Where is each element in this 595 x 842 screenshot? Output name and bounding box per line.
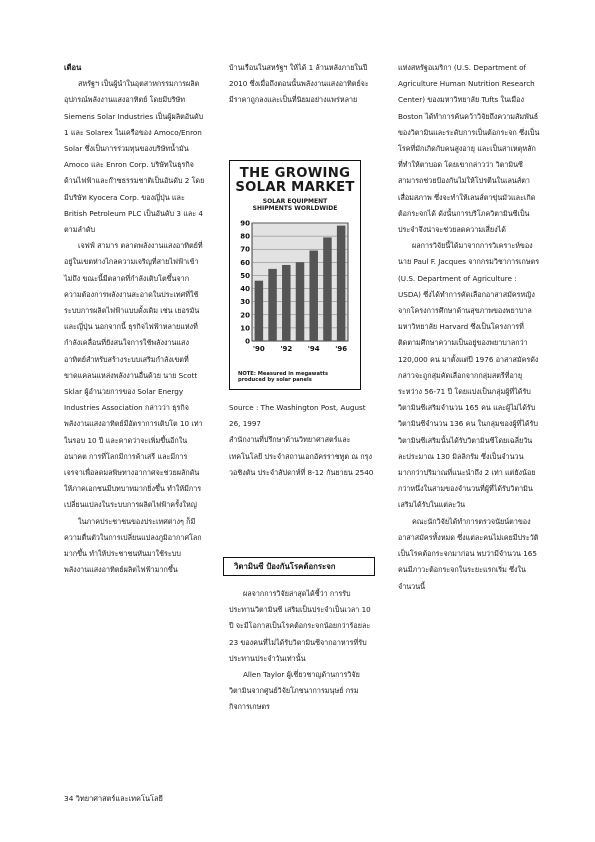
y-tick-label: 30 <box>240 298 250 307</box>
y-tick-label: 80 <box>240 232 250 241</box>
paragraph: บ้านเรือนในสหรัฐฯ ให้ได้ 1 ล้านหลังภายในปี 2010 ซึ่งเมื่อถึงตอนนั้นพลังงานแสงอาทิตย์จะมีราคาถูกลงและเป็นที่นิยมอย่างแพร่หลาย <box>229 63 369 105</box>
y-tick-label: 0 <box>245 337 250 346</box>
page-footer: 34 วิทยาศาสตร์และเทคโนโลยี <box>64 794 163 803</box>
chart-bar <box>296 262 305 341</box>
chart-subtitle-line2: SHIPMENTS WORLDWIDE <box>252 205 338 212</box>
chart-title-line1: THE GROWING <box>239 166 351 181</box>
column-middle-bottom <box>229 586 371 716</box>
x-tick-label: '90 <box>252 345 265 353</box>
chart-bar <box>323 237 332 341</box>
chart-bar <box>268 269 277 341</box>
paragraph: เจฟฟ์ สามาร ตลาดพลังงานแสงอาทิตย์ที่อยู่ในเขตห่างไกลความเจริญที่สายไฟฟ้าเข้าไม่ถึง ขณะนี้มีตลาดที่กำลังเติบโตขึ้นจากความต้องการพลังงานสะอาดในประเทศที่ใช้ระบบการผลิตไฟฟ้าแบบดั้งเดิม เช่น เยอรมันและญี่ปุ่น นอกจากนี้ ธุรกิจไฟฟ้าหลายแห่งที่กำลังเคลื่อนที่ยังสนใจการใช้พลังงานแสงอาทิตย์สำหรับสร้างระบบเสริมกำลังเขตที่ขาดแคลนแหล่งพลังงานอื่นด้วย นาย Scott Sklar ผู้อำนวยการของ Solar Energy Industries Association กล่าวว่า ธุรกิจพลังงานแสงอาทิตย์มีอัตราการเติบโต 10 เท่าในรอบ 10 ปี และคาดว่าจะเพิ่มขึ้นอีกในอนาคต การที่โลกมีการค้าเสรี และมีการเจรจาเพื่อลดมลพิษทางอากาศจะช่วยผลักดันให้ภาคเอกชนมีบทบาทมากยิ่งขึ้น ทำให้มีการเปลี่ยนแปลงในระบบการผลิตไฟฟ้าครั้งใหญ่ <box>64 241 203 510</box>
solar-market-chart <box>229 160 361 390</box>
source-office: สำนักงานที่ปรึกษาด้านวิทยาศาสตร์และเทคโนโลยี ประจำสถานเอกอัครราชทูต ณ กรุงวอชิงตัน ประจำสัปดาห์ที่ 8-12 กันยายน 2540 <box>229 435 374 477</box>
paragraph: Allen Taylor ผู้เชี่ยวชาญด้านการวิจัยวิตามินจากศูนย์วิจัยโภชนาการมนุษย์ กรมกิจการเกษตร <box>229 670 360 712</box>
chart-bar <box>309 251 318 341</box>
paragraph: คณะนักวิจัยได้ทำการตรวจนัยน์ตาของอาสาสมัครทั้งหมด ซึ่งแต่ละคนไม่เคยมีประวัติเป็นโรคต้อกระจกมาก่อน พบว่ามีจำนวน 165 คนมีภาวะต้อกระจกในระยะแรกเริ่ม ซึ่งในจำนวนนี้ <box>398 516 539 591</box>
source-citation: Source : The Washington Post, August 26, 1997 <box>229 403 366 429</box>
column-right <box>398 60 540 595</box>
section-title: วิตามินซี ป้องกันโรคต้อกระจก <box>223 557 375 576</box>
paragraph: แห่งสหรัฐอเมริกา (U.S. Department of Agriculture Human Nutrition Research Center) ของมหาวิทยาลัย Tufts ในเมือง Boston ได้ทำการค้นคว้าวิจัยถึงความสัมพันธ์ของวิตามินและระดับการเป็นต้อกระจก ซึ่งเป็นโรคที่มักเกิดกับคนสูงอายุ และเป็นสาเหตุหลักที่ทำให้ตาบอด โดยเขากล่าวว่า วิตามินซีสามารถช่วยป้องกันไม่ให้โปรตีนในเลนส์ตาเสื่อมสภาพ ซึ่งจะทำให้เลนส์ตาขุ่นมัวและเกิดต้อกระจกได้ ดังนั้นการบริโภควิตามินซีเป็นประจำจึงน่าจะช่วยลดความเสี่ยงได้ <box>398 63 540 235</box>
chart-plot <box>236 219 354 359</box>
x-tick-label: '96 <box>335 345 348 353</box>
chart-bar <box>255 281 264 341</box>
chart-note: NOTE: Measured in megawatts produced by solar panels <box>238 370 329 383</box>
chart-bar <box>337 226 346 341</box>
paragraph: สหรัฐฯ เป็นผู้นำในอุตสาหกรรมการผลิตอุปกรณ์พลังงานแสงอาทิตย์ โดยมีบริษัท Siemens Solar Industries เป็นผู้ผลิตอันดับ 1 และ Solarex ในเครือของ Amoco/Enron Solar ซึ่งเป็นการร่วมทุนของบริษัทน้ำมัน Amoco และ Enron Corp. บริษัทในธุรกิจด้านไฟฟ้าและก๊าซธรรมชาติเป็นอันดับ 2 โดยมีบริษัท Kyocera Corp. ของญี่ปุ่น และ British Petroleum PLC เป็นอันดับ 3 และ 4 ตามลำดับ <box>64 79 205 235</box>
y-tick-label: 90 <box>240 219 250 228</box>
y-tick-label: 40 <box>240 285 250 294</box>
paragraph: ผลจากการวิจัยล่าสุดได้ชี้ว่า การรับประทานวิตามินซี เสริมเป็นประจำเป็นเวลา 10 ปี จะมีโอกาสเป็นโรคต้อกระจกน้อยกว่าร้อยละ 23 ของคนที่ไม่ได้รับวิตามินซีจากอาหารที่รับประทานประจำวันเท่านั้น <box>229 589 371 663</box>
x-tick-label: '94 <box>307 345 320 353</box>
chart-subtitle-line1: SOLAR EQUIPMENT <box>262 198 328 205</box>
x-tick-label: '92 <box>280 345 293 353</box>
y-tick-label: 70 <box>240 245 250 254</box>
column-middle-top <box>229 60 371 109</box>
chart-bar <box>282 265 291 341</box>
y-tick-label: 60 <box>240 258 250 267</box>
column-left <box>64 60 206 579</box>
column-heading: เดือน <box>64 63 82 72</box>
paragraph: ในภาคประชาชนของประเทศต่างๆ ก็มีความตื่นตัวในการเปลี่ยนแปลงภูมิอากาศโลกมากขึ้น ทำให้ประชาชนหันมาใช้ระบบพลังงานแสงอาทิตย์ผลิตไฟฟ้ามากขึ้น <box>64 516 202 575</box>
y-tick-label: 20 <box>240 311 250 320</box>
y-tick-label: 10 <box>240 324 250 333</box>
source-block <box>229 400 374 481</box>
chart-title-line2: SOLAR MARKET <box>235 180 355 195</box>
paragraph: ผลการวิจัยนี้ได้มาจากการวิเคราะห์ของนาย Paul F. Jacques จากกรมวิชาการเกษตร (U.S. Department of Agriculture : USDA) ซึ่งได้ทำการคัดเลือกอาสาสมัครหญิงจากโครงการศึกษาด้านสุขภาพของพยาบาลมหาวิทยาลัย Harvard ซึ่งเป็นโครงการที่ติดตามศึกษาความเป็นอยู่ของพยาบาลกว่า 120,000 คน มาตั้งแต่ปี 1976 อาสาสมัครดังกล่าวจะถูกสุ่มคัดเลือกจากกลุ่มสตรีที่อายุระหว่าง 56-71 ปี โดยแบ่งเป็นกลุ่มผู้ที่ได้รับวิตามินซีเสริมจำนวน 165 คน และผู้ไม่ได้รับวิตามินซีจำนวน 136 คน ในกลุ่มของผู้ที่ได้รับวิตามินซีเสริมนั้นได้รับวิตามินซีโดยเฉลี่ยวันละประมาณ 130 มิลลิกรัม ซึ่งเป็นจำนวนมากกว่าปริมาณที่แนะนำถึง 2 เท่า แต่ยังน้อยกว่าหนึ่งในสามของจำนวนที่ผู้ที่ได้รับวิตามินเสริมได้รับในแต่ละวัน <box>398 241 540 510</box>
y-tick-label: 50 <box>240 271 250 280</box>
